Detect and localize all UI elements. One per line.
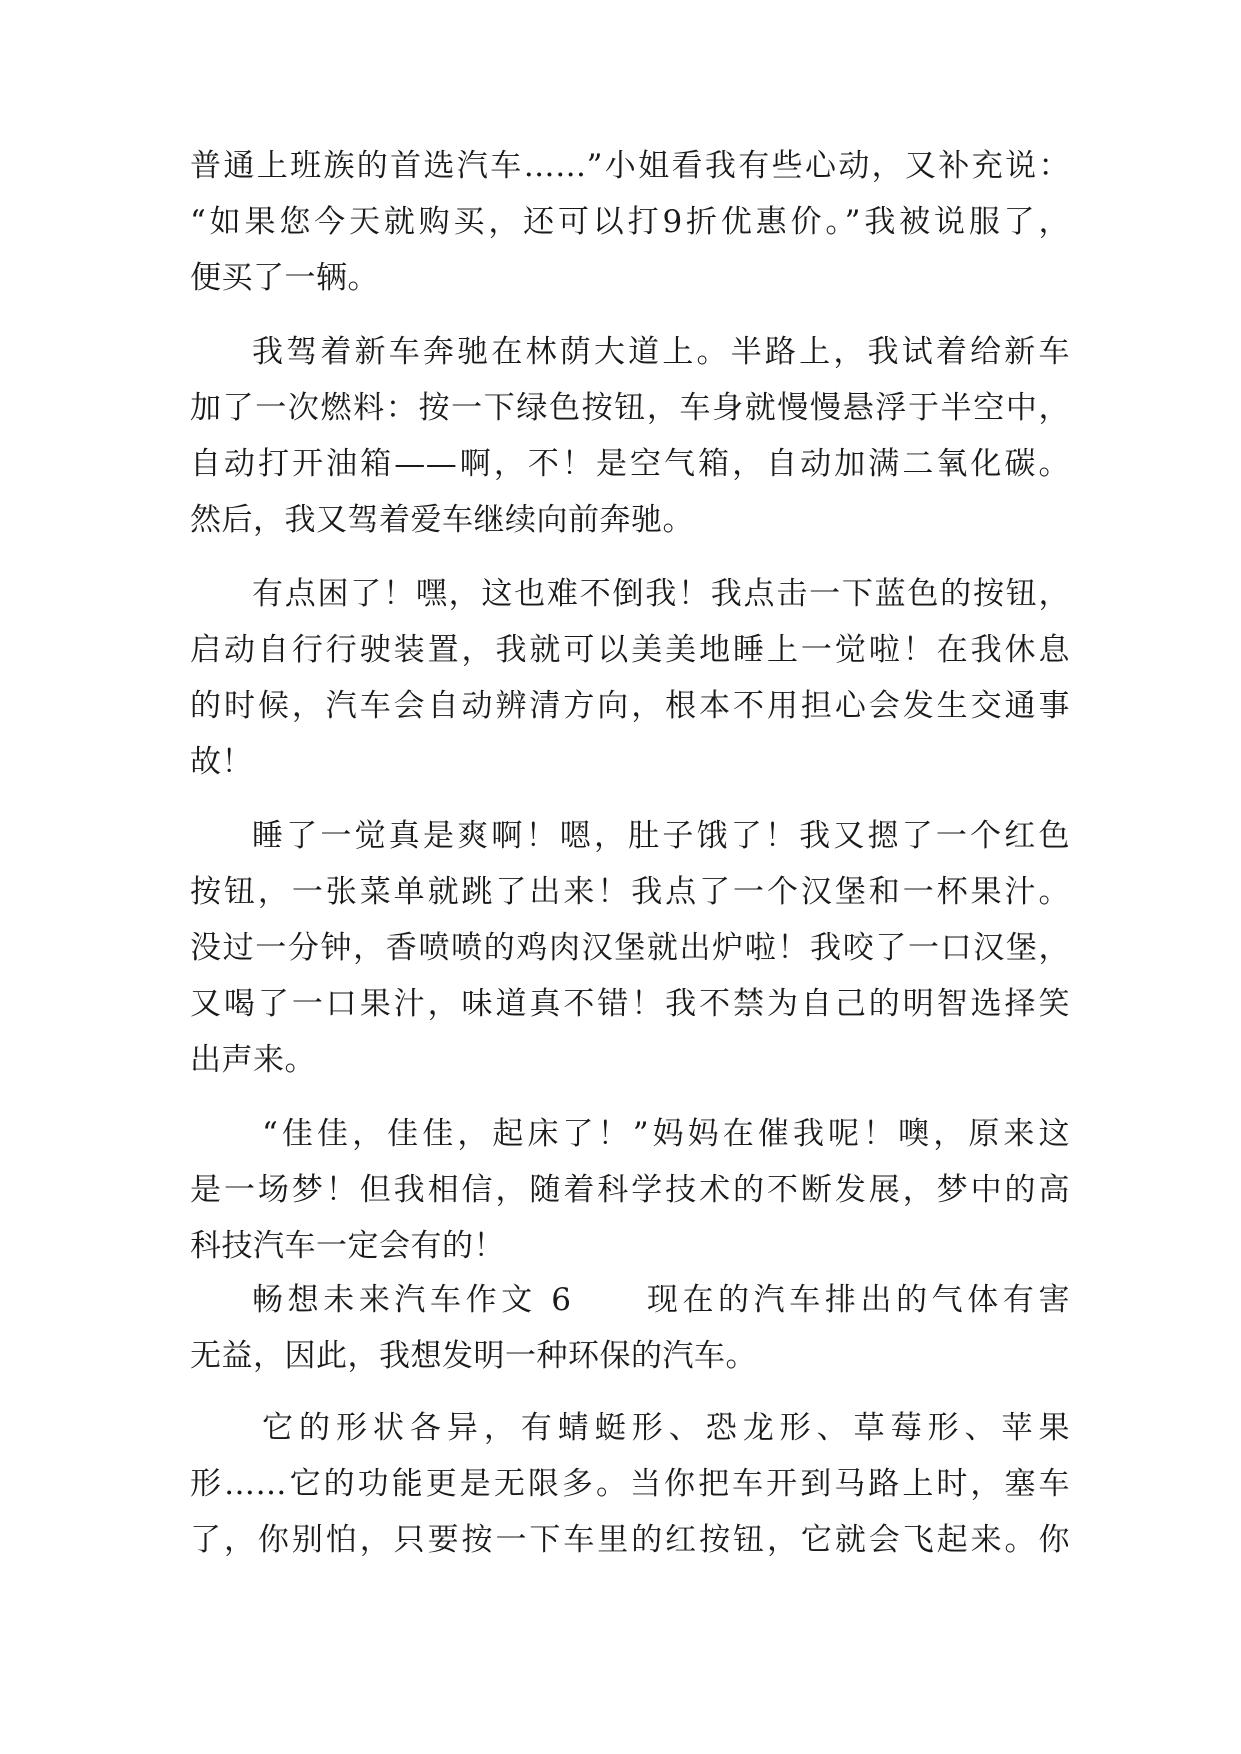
- text-line: 没过一分钟，香喷喷的鸡肉汉堡就出炉啦！我咬了一口汉堡，: [190, 930, 1070, 966]
- text-line: 出声来。: [190, 1042, 316, 1078]
- text-line: 形……它的功能更是无限多。当你把车开到马路上时，塞车: [190, 1466, 1070, 1502]
- text-line: 畅想未来汽车作文 6 现在的汽车排出的气体有害: [252, 1282, 1070, 1318]
- text-line: 无益，因此，我想发明一种环保的汽车。: [190, 1338, 757, 1374]
- text-line: “如果您今天就购买，还可以打9折优惠价。”我被说服了，: [190, 204, 1070, 240]
- text-line: 我驾着新车奔驰在林荫大道上。半路上，我试着给新车: [252, 334, 1070, 370]
- text-line: 又喝了一口果汁，味道真不错！我不禁为自己的明智选择笑: [190, 986, 1070, 1022]
- text-line: 是一场梦！但我相信，随着科学技术的不断发展，梦中的高: [190, 1172, 1070, 1208]
- text-line: 普通上班族的首选汽车……”小姐看我有些心动，又补充说：: [190, 148, 1070, 184]
- text-line: 启动自行行驶装置，我就可以美美地睡上一觉啦！在我休息: [190, 632, 1070, 668]
- text-line: 自动打开油箱——啊，不！是空气箱，自动加满二氧化碳。: [190, 446, 1070, 482]
- text-line: “佳佳，佳佳，起床了！”妈妈在催我呢！噢，原来这: [262, 1116, 1070, 1152]
- text-line: 睡了一觉真是爽啊！嗯，肚子饿了！我又摁了一个红色: [252, 818, 1070, 854]
- text-line: 了，你别怕，只要按一下车里的红按钮，它就会飞起来。你: [190, 1522, 1070, 1558]
- text-line: 的时候，汽车会自动辨清方向，根本不用担心会发生交通事: [190, 688, 1070, 724]
- text-line: 便买了一辆。: [190, 260, 379, 296]
- text-line: 有点困了！嘿，这也难不倒我！我点击一下蓝色的按钮，: [252, 576, 1070, 612]
- text-line: 然后，我又驾着爱车继续向前奔驰。: [190, 502, 694, 538]
- text-line: 故！: [190, 744, 253, 780]
- text-line: 科技汽车一定会有的！: [190, 1228, 505, 1264]
- text-line: 它的形状各异，有蜻蜓形、恐龙形、草莓形、苹果: [262, 1410, 1070, 1446]
- text-line: 加了一次燃料：按一下绿色按钮，车身就慢慢悬浮于半空中，: [190, 390, 1070, 426]
- text-line: 按钮，一张菜单就跳了出来！我点了一个汉堡和一杯果汁。: [190, 874, 1070, 910]
